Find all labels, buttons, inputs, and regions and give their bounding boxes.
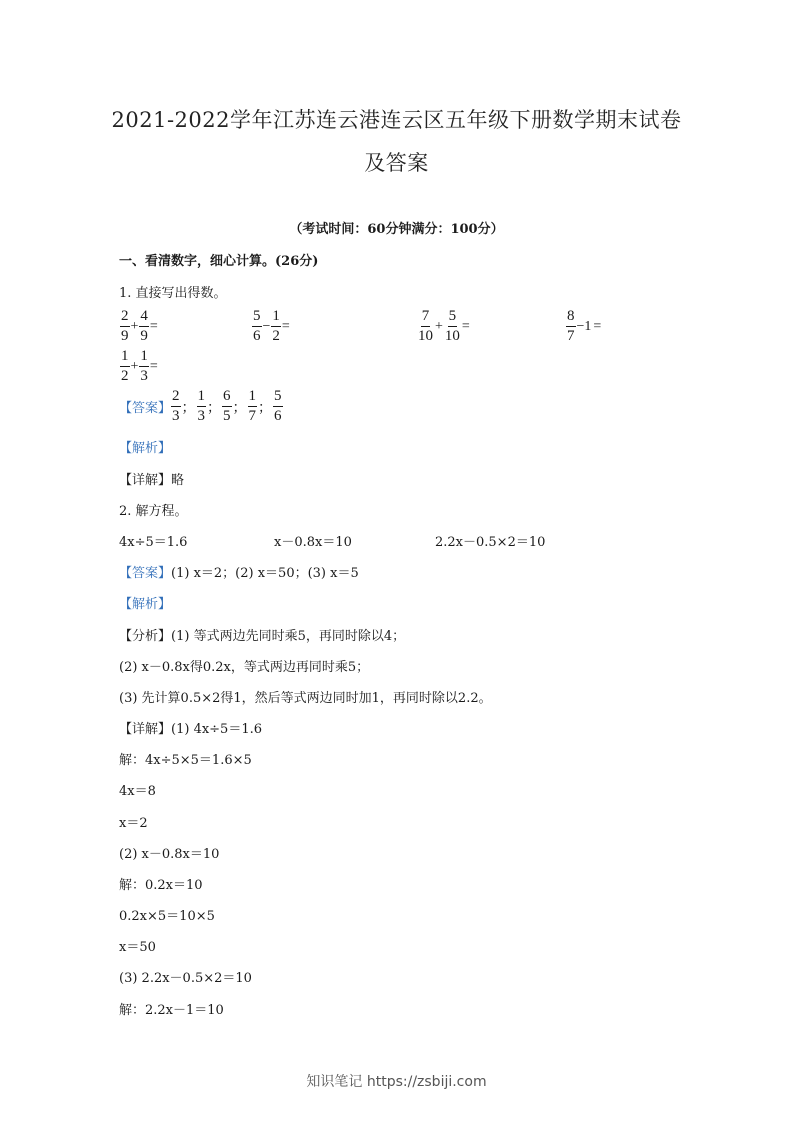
fraction: $\frac{4}{9}$ [140,308,148,344]
fraction: $\frac{7}{10}$ [418,308,433,344]
q2-fenxi-2: (2) x－0.8x得0.2x，等式两边再同时乘5； [119,660,370,675]
fenxi-tag: 【分析】 [119,629,172,644]
q2-step: (3) 2.2x－0.5×2＝10 [119,971,252,986]
fraction: $\frac{2}{3}$ [172,388,180,424]
q2-step: 解：2.2x－1＝10 [119,1003,224,1018]
q1-problem-3: $\frac{7}{10}$ + $\frac{5}{10}$ = [418,308,470,344]
exam-info: （考试时间：60分钟满分：100分） [289,222,504,237]
fraction: $\frac{1}{7}$ [248,388,257,424]
q2-fenxi-1: 【分析】(1) 等式两边先同时乘5，再同时除以4； [119,629,406,644]
page-title-line2: 及答案 [364,151,429,175]
fraction: $\frac{1}{3}$ [197,388,206,424]
q2-equation-2: x－0.8x＝10 [274,535,352,550]
page-title-line1: 2021-2022学年江苏连云港连云区五年级下册数学期末试卷 [111,108,682,132]
section-heading-1: 一、看清数字，细心计算。(26分) [119,254,319,269]
fraction: $\frac{6}{5}$ [223,388,231,424]
answer-text: (1) x＝2；(2) x＝50；(3) x＝5 [171,566,359,581]
fraction: $\frac{1}{2}$ [121,348,129,384]
q2-step: (2) x－0.8x＝10 [119,847,220,862]
footer-watermark: 知识笔记 https://zsbiji.com [306,1074,487,1090]
q2-step: 解：0.2x＝10 [119,878,203,893]
q2-answer [119,562,359,581]
q1-prompt: 1. 直接写出得数。 [119,286,227,301]
q1-analysis-tag: 【解析】 [119,441,172,456]
answer-tag: 【答案】 [119,401,172,416]
q2-prompt: 2. 解方程。 [119,504,188,519]
q1-problem-2: $\frac{5}{6}$ − $\frac{1}{2}$ = [253,308,290,344]
q2-fenxi-3: (3) 先计算0.5×2得1，然后等式两边同时加1，再同时除以2.2。 [119,691,492,706]
q1-problem-1: $\frac{2}{9}$ + $\frac{4}{9}$ = [121,308,158,344]
detail-tag: 【详解】 [119,722,172,737]
q2-step: 4x＝8 [119,784,156,799]
q1-answer: 【答案】 $\frac{2}{3}$ ； $\frac{1}{3}$ ； $\frac{6}{5}$ ； $\frac{1}{7}$ ； $\frac{5}{6}$ [119,388,282,424]
detail-text: 略 [171,473,185,488]
detail-tag: 【详解】 [119,473,172,488]
q2-step: 解：4x÷5×5＝1.6×5 [119,753,252,768]
q1-problem-4: $\frac{8}{7}$ −1 = [567,308,602,344]
fraction: $\frac{5}{6}$ [253,308,261,344]
q1-problem-5: $\frac{1}{2}$ + $\frac{1}{3}$ = [121,348,158,384]
fraction: $\frac{2}{9}$ [121,308,129,344]
fraction: $\frac{5}{10}$ [444,308,460,344]
fraction: $\frac{8}{7}$ [567,308,575,344]
q2-equation-1: 4x÷5＝1.6 [119,535,188,550]
q2-step: x＝2 [119,816,148,831]
answer-tag: 【答案】 [119,566,172,581]
fraction: $\frac{1}{2}$ [272,308,280,344]
q2-equation-3: 2.2x－0.5×2＝10 [435,535,546,550]
q2-step: x＝50 [119,940,156,955]
q2-detail-1: 【详解】(1) 4x÷5＝1.6 [119,722,263,737]
fraction: $\frac{1}{3}$ [140,348,148,384]
fraction: $\frac{5}{6}$ [274,388,282,424]
q2-step: 0.2x×5＝10×5 [119,909,215,924]
q1-detail [119,469,184,488]
q2-analysis-tag: 【解析】 [119,597,172,612]
